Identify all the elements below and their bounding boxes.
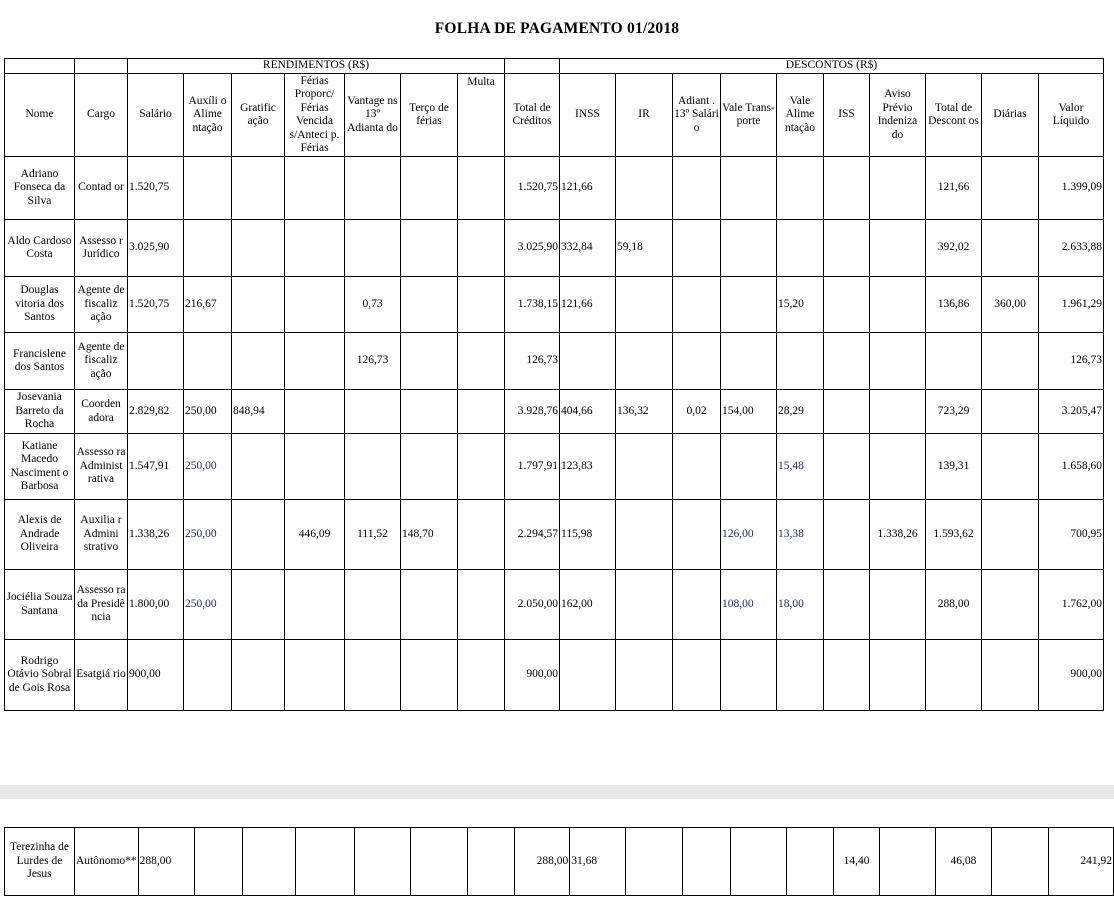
- cell-ir: [616, 157, 673, 220]
- cell-gratificacao: [232, 500, 285, 570]
- cell-diarias: [982, 333, 1039, 390]
- cell-gratificacao: [232, 570, 285, 640]
- cell-adiant13: [673, 157, 721, 220]
- cell-auxilio: 250,00: [184, 390, 232, 434]
- cell-auxilio: 250,00: [184, 500, 232, 570]
- cell-cargo: Contad or: [75, 157, 128, 220]
- cell-multa: [458, 390, 505, 434]
- table-row: [5, 390, 1104, 434]
- cell-ir: [616, 640, 673, 711]
- cell-iss: [824, 500, 870, 570]
- header-vale-alimentacao: Vale Alime ntação: [777, 74, 824, 157]
- table-row: [5, 570, 1104, 640]
- cell-ferias: [295, 828, 355, 896]
- cell-ferias: [285, 390, 345, 434]
- cell-auxilio: 250,00: [184, 570, 232, 640]
- cell-iss: [824, 157, 870, 220]
- cell-ferias: [285, 277, 345, 333]
- cell-aviso: [870, 333, 926, 390]
- cell-vantagens: [345, 157, 401, 220]
- cell-vale-alimentacao: [777, 333, 824, 390]
- cell-total-creditos: 1.738,15: [505, 277, 560, 333]
- cell-ir: [616, 570, 673, 640]
- cell-inss: 121,66: [560, 277, 616, 333]
- cell-vale-transporte: 154,00: [721, 390, 777, 434]
- cell-ir: [616, 333, 673, 390]
- cell-nome: Katiane Macedo Nasciment o Barbosa: [5, 434, 75, 500]
- header-gratificacao: Gratific ação: [232, 74, 285, 157]
- cell-salario: 288,00: [138, 828, 194, 896]
- cell-terco: [401, 333, 458, 390]
- cell-ir: 59,18: [616, 220, 673, 277]
- header-auxilio: Auxíli o Alime ntação: [184, 74, 232, 157]
- cell-total-creditos: 3.025,90: [505, 220, 560, 277]
- cell-total-descontos: 288,00: [926, 570, 982, 640]
- cell-total-descontos: 1.593,62: [926, 500, 982, 570]
- cell-aviso: 1.338,26: [870, 500, 926, 570]
- header-nome: Nome: [5, 74, 75, 157]
- cell-inss: 121,66: [560, 157, 616, 220]
- cell-vantagens: [345, 640, 401, 711]
- cell-vale-alimentacao: 18,00: [777, 570, 824, 640]
- page-title: FOLHA DE PAGAMENTO 01/2018: [434, 20, 680, 37]
- cell-total-descontos: 121,66: [926, 157, 982, 220]
- header-vale-transporte: Vale Trans- porte: [721, 74, 777, 157]
- header-total-creditos: Total de Créditos: [505, 74, 560, 157]
- cell-iss: [824, 277, 870, 333]
- cell-multa: [458, 434, 505, 500]
- cell-total-creditos: 1.520,75: [505, 157, 560, 220]
- cell-vale-transporte: [731, 828, 787, 896]
- cell-aviso: [870, 390, 926, 434]
- cell-total-descontos: 139,31: [926, 434, 982, 500]
- cell-vale-transporte: [721, 640, 777, 711]
- cell-diarias: 360,00: [982, 277, 1039, 333]
- cell-ferias: [285, 640, 345, 711]
- cell-diarias: [982, 434, 1039, 500]
- header-cargo: Cargo: [75, 74, 128, 157]
- cell-cargo: Assesso r Jurídico: [75, 220, 128, 277]
- cell-inss: 332,84: [560, 220, 616, 277]
- cell-vale-transporte: [721, 157, 777, 220]
- cell-nome: Douglas vitoria dos Santos: [5, 277, 75, 333]
- cell-vantagens: [345, 434, 401, 500]
- cell-valor-liquido: 1.399,09: [1039, 157, 1104, 220]
- cell-auxilio: [184, 220, 232, 277]
- cell-multa: [458, 157, 505, 220]
- cell-aviso: [870, 570, 926, 640]
- cell-aviso: [880, 828, 936, 896]
- cell-diarias: [982, 220, 1039, 277]
- cell-salario: 1.800,00: [128, 570, 184, 640]
- cell-aviso: [870, 277, 926, 333]
- cell-gratificacao: [242, 828, 295, 896]
- cell-iss: [824, 570, 870, 640]
- cell-nome: Terezinha de Lurdes de Jesus: [5, 828, 75, 896]
- header-total-descontos: Total de Descont os: [926, 74, 982, 157]
- header-aviso: Aviso Prévio Indeniza do: [870, 74, 926, 157]
- cell-terco: [401, 157, 458, 220]
- cell-ferias: [285, 570, 345, 640]
- cell-total-creditos: 126,73: [505, 333, 560, 390]
- table-row: [5, 500, 1104, 570]
- cell-ferias: [285, 333, 345, 390]
- table-row: [5, 220, 1104, 277]
- cell-total-creditos: 288,00: [515, 828, 570, 896]
- cell-iss: [824, 640, 870, 711]
- cell-cargo: Assesso ra Administ rativa: [75, 434, 128, 500]
- cell-vale-alimentacao: 13,38: [777, 500, 824, 570]
- cell-ir: 136,32: [616, 390, 673, 434]
- cell-vale-transporte: [721, 434, 777, 500]
- cell-adiant13: [673, 434, 721, 500]
- cell-total-creditos: 900,00: [505, 640, 560, 711]
- header-multa: Multa: [458, 74, 505, 157]
- cell-ferias: [285, 220, 345, 277]
- cell-nome: Jociélia Souza Santana: [5, 570, 75, 640]
- cell-adiant13: [673, 500, 721, 570]
- cell-gratificacao: [232, 640, 285, 711]
- cell-vale-transporte: 126,00: [721, 500, 777, 570]
- cell-iss: [824, 333, 870, 390]
- cell-multa: [458, 640, 505, 711]
- cell-gratificacao: [232, 333, 285, 390]
- cell-cargo: Autônomo**: [74, 828, 138, 896]
- cell-nome: Josevania Barreto da Rocha: [5, 390, 75, 434]
- cell-salario: 2.829,82: [128, 390, 184, 434]
- cell-gratificacao: [232, 277, 285, 333]
- cell-multa: [458, 500, 505, 570]
- header-inss: INSS: [560, 74, 616, 157]
- cell-ferias: 446,09: [285, 500, 345, 570]
- cell-cargo: Agente de fiscaliz ação: [75, 333, 128, 390]
- cell-gratificacao: [232, 157, 285, 220]
- header-ferias: Férias Proporc/ Férias Vencida s/Anteci p. Férias: [285, 74, 345, 157]
- payroll-table: [4, 58, 1104, 711]
- cell-total-descontos: 392,02: [926, 220, 982, 277]
- page-break-gap: [0, 785, 1114, 799]
- cell-vale-alimentacao: [777, 640, 824, 711]
- cell-ir: [616, 500, 673, 570]
- cell-vantagens: [345, 570, 401, 640]
- cell-multa: [458, 220, 505, 277]
- cell-inss: 31,68: [570, 828, 626, 896]
- cell-adiant13: [673, 220, 721, 277]
- cell-valor-liquido: 900,00: [1039, 640, 1104, 711]
- cell-vantagens: 111,52: [345, 500, 401, 570]
- cell-adiant13: [673, 640, 721, 711]
- cell-multa: [458, 570, 505, 640]
- cell-diarias: [982, 390, 1039, 434]
- header-valor-liquido: Valor Líquido: [1039, 74, 1104, 157]
- cell-total-descontos: [926, 640, 982, 711]
- table-row: [5, 277, 1104, 333]
- header-diarias: Diárias: [982, 74, 1039, 157]
- cell-vale-alimentacao: [787, 828, 834, 896]
- cell-aviso: [870, 220, 926, 277]
- cell-iss: 14,40: [834, 828, 880, 896]
- cell-total-creditos: 2.050,00: [505, 570, 560, 640]
- cell-vale-alimentacao: 15,48: [777, 434, 824, 500]
- cell-valor-liquido: 1.961,29: [1039, 277, 1104, 333]
- cell-vantagens: [355, 828, 411, 896]
- cell-cargo: Esatgiá rio: [75, 640, 128, 711]
- cell-aviso: [870, 157, 926, 220]
- cell-vale-transporte: [721, 277, 777, 333]
- cell-ferias: [285, 157, 345, 220]
- cell-adiant13: [683, 828, 731, 896]
- cell-cargo: Agente de fiscaliz ação: [75, 277, 128, 333]
- table-row: [5, 434, 1104, 500]
- cell-valor-liquido: 126,73: [1039, 333, 1104, 390]
- cell-aviso: [870, 640, 926, 711]
- cell-auxilio: [184, 157, 232, 220]
- cell-iss: [824, 390, 870, 434]
- cell-valor-liquido: 2.633,88: [1039, 220, 1104, 277]
- cell-auxilio: [184, 640, 232, 711]
- cell-inss: [560, 333, 616, 390]
- cell-multa: [468, 828, 515, 896]
- cell-cargo: Assesso ra da Presidê ncia: [75, 570, 128, 640]
- cell-salario: 1.338,26: [128, 500, 184, 570]
- cell-salario: [128, 333, 184, 390]
- cell-iss: [824, 220, 870, 277]
- cell-terco: [411, 828, 468, 896]
- cell-diarias: [991, 828, 1048, 896]
- cell-vale-alimentacao: [777, 220, 824, 277]
- cell-multa: [458, 333, 505, 390]
- cell-ir: [616, 277, 673, 333]
- header-adiant13: Adiant . 13º Salári o: [673, 74, 721, 157]
- cell-vale-transporte: 108,00: [721, 570, 777, 640]
- cell-salario: 900,00: [128, 640, 184, 711]
- cell-vantagens: [345, 390, 401, 434]
- cell-terco: [401, 390, 458, 434]
- cell-cargo: Auxilia r Admini strativo: [75, 500, 128, 570]
- cell-valor-liquido: 1.658,60: [1039, 434, 1104, 500]
- header-terco: Terço de férias: [401, 74, 458, 157]
- cell-vantagens: [345, 220, 401, 277]
- cell-vale-alimentacao: 15,20: [777, 277, 824, 333]
- cell-vale-transporte: [721, 220, 777, 277]
- cell-ir: [616, 434, 673, 500]
- table-row: [5, 828, 1114, 896]
- cell-diarias: [982, 157, 1039, 220]
- cell-nome: Alexis de Andrade Oliveira: [5, 500, 75, 570]
- cell-iss: [824, 434, 870, 500]
- cell-salario: 1.520,75: [128, 277, 184, 333]
- cell-inss: [560, 640, 616, 711]
- cell-gratificacao: 848,94: [232, 390, 285, 434]
- cell-cargo: Coorden adora: [75, 390, 128, 434]
- cell-auxilio: 250,00: [184, 434, 232, 500]
- cell-auxilio: 216,67: [184, 277, 232, 333]
- cell-terco: [401, 434, 458, 500]
- cell-inss: 115,98: [560, 500, 616, 570]
- cell-terco: [401, 570, 458, 640]
- cell-total-descontos: 46,08: [935, 828, 991, 896]
- cell-adiant13: [673, 570, 721, 640]
- cell-vantagens: 126,73: [345, 333, 401, 390]
- cell-nome: Francislene dos Santos: [5, 333, 75, 390]
- cell-salario: 3.025,90: [128, 220, 184, 277]
- cell-diarias: [982, 570, 1039, 640]
- cell-nome: Rodrigo Otávio Sobral de Gois Rosa: [5, 640, 75, 711]
- cell-total-descontos: 723,29: [926, 390, 982, 434]
- cell-vale-alimentacao: 28,29: [777, 390, 824, 434]
- header-iss: ISS: [824, 74, 870, 157]
- cell-terco: [401, 277, 458, 333]
- cell-nome: Adriano Fonseca da Silva: [5, 157, 75, 220]
- cell-gratificacao: [232, 434, 285, 500]
- cell-valor-liquido: 3.205,47: [1039, 390, 1104, 434]
- cell-total-creditos: 3.928,76: [505, 390, 560, 434]
- cell-valor-liquido: 700,95: [1039, 500, 1104, 570]
- header-ir: IR: [616, 74, 673, 157]
- cell-ferias: [285, 434, 345, 500]
- cell-terco: [401, 220, 458, 277]
- cell-inss: 162,00: [560, 570, 616, 640]
- cell-auxilio: [194, 828, 242, 896]
- cell-vantagens: 0,73: [345, 277, 401, 333]
- rendimentos-group-header: RENDIMENTOS (R$): [128, 59, 505, 74]
- cell-multa: [458, 277, 505, 333]
- cell-diarias: [982, 500, 1039, 570]
- table-row: [5, 333, 1104, 390]
- cell-total-descontos: 136,86: [926, 277, 982, 333]
- cell-salario: 1.520,75: [128, 157, 184, 220]
- descontos-group-header: DESCONTOS (R$): [560, 59, 1104, 74]
- table-row: [5, 640, 1104, 711]
- cell-inss: 123,83: [560, 434, 616, 500]
- cell-vale-alimentacao: [777, 157, 824, 220]
- cell-gratificacao: [232, 220, 285, 277]
- cell-adiant13: [673, 333, 721, 390]
- cell-inss: 404,66: [560, 390, 616, 434]
- payroll-table-continued: [4, 827, 1114, 896]
- cell-vale-transporte: [721, 333, 777, 390]
- cell-auxilio: [184, 333, 232, 390]
- cell-nome: Aldo Cardoso Costa: [5, 220, 75, 277]
- cell-valor-liquido: 1.762,00: [1039, 570, 1104, 640]
- cell-terco: 148,70: [401, 500, 458, 570]
- table-row: [5, 157, 1104, 220]
- cell-total-creditos: 1.797,91: [505, 434, 560, 500]
- cell-salario: 1.547,91: [128, 434, 184, 500]
- cell-ir: [626, 828, 683, 896]
- header-salario: Salário: [128, 74, 184, 157]
- cell-terco: [401, 640, 458, 711]
- cell-total-creditos: 2.294,57: [505, 500, 560, 570]
- cell-adiant13: 0,02: [673, 390, 721, 434]
- cell-aviso: [870, 434, 926, 500]
- cell-total-descontos: [926, 333, 982, 390]
- cell-diarias: [982, 640, 1039, 711]
- cell-adiant13: [673, 277, 721, 333]
- cell-valor-liquido: 241,92: [1048, 828, 1113, 896]
- header-vantagens: Vantage ns 13º Adianta do: [345, 74, 401, 157]
